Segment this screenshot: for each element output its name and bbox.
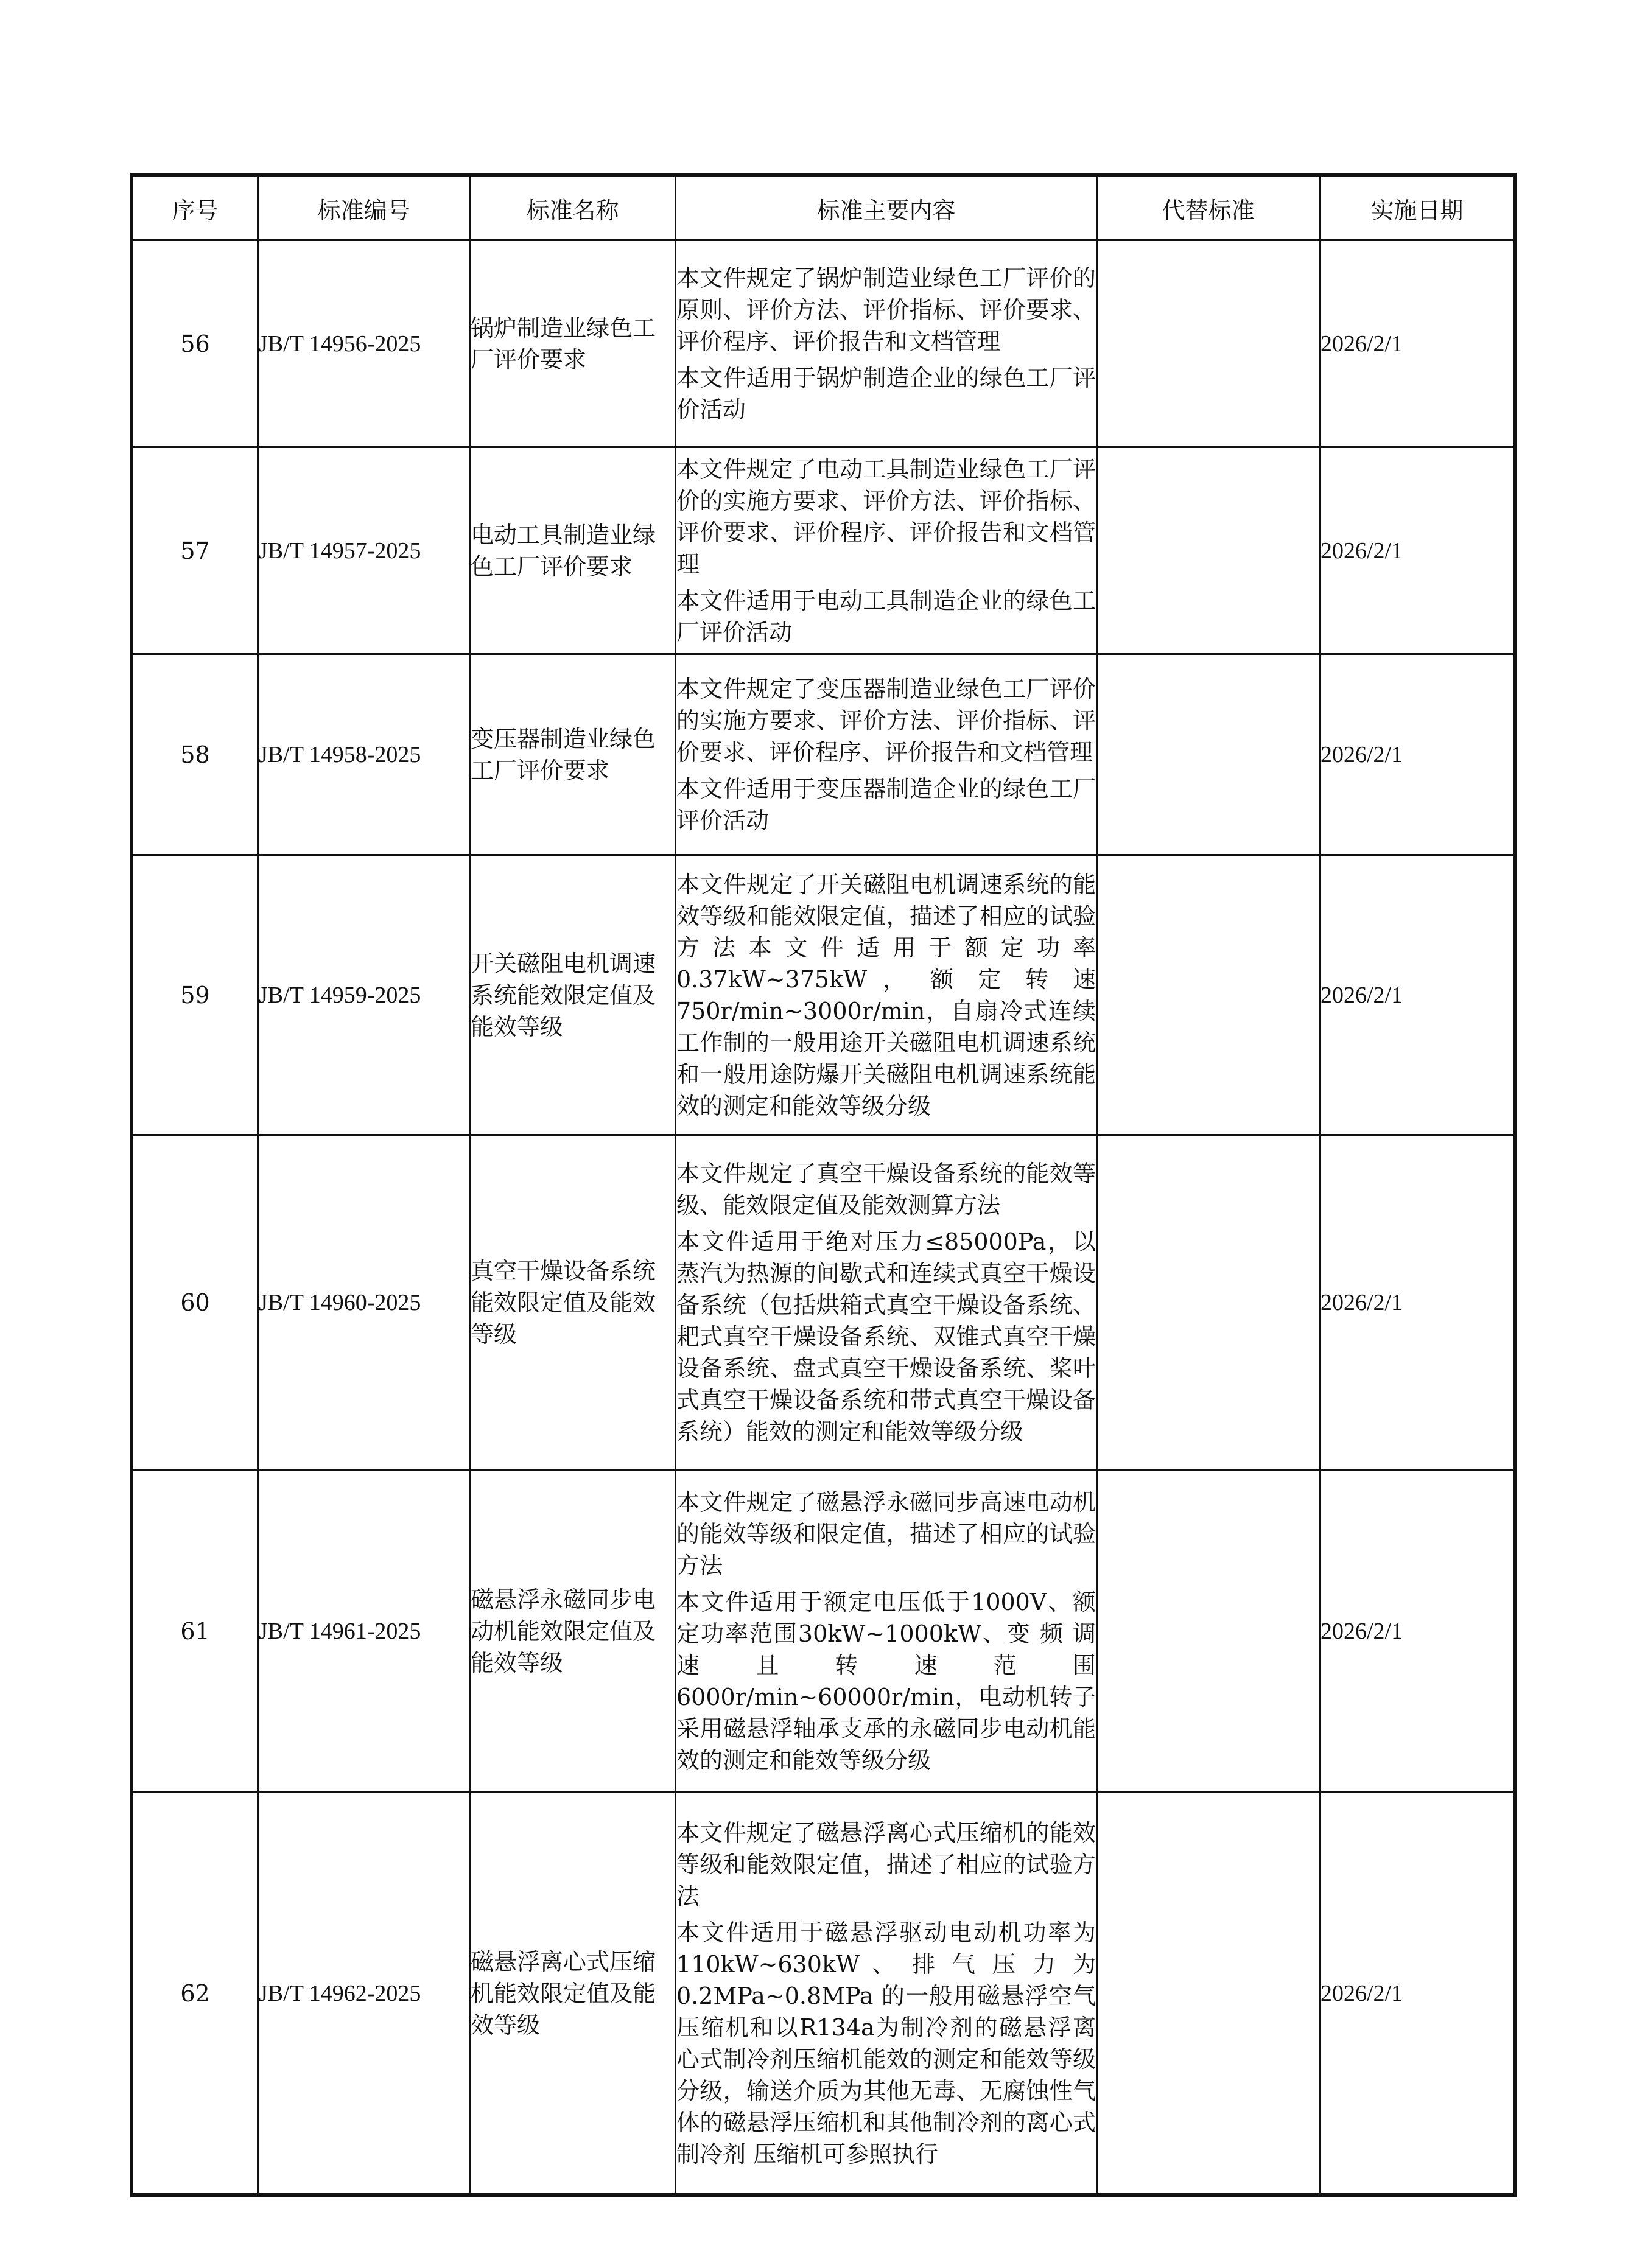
row-name: 锅炉制造业绿色工厂评价要求 — [470, 240, 676, 447]
header-code: 标准编号 — [258, 177, 470, 240]
row-code: JB/T 14957-2025 — [258, 447, 470, 654]
content-para: 本文件规定了磁悬浮永磁同步高速电动机的能效等级和限定值，描述了相应的试验方法 — [676, 1488, 1096, 1579]
row-code: JB/T 14962-2025 — [258, 1793, 470, 2194]
table-row — [133, 1135, 1515, 1470]
row-replace — [1097, 1135, 1320, 1470]
table-row — [133, 654, 1515, 855]
row-seq: 58 — [133, 654, 258, 855]
row-name: 磁悬浮离心式压缩机能效限定值及能效等级 — [470, 1793, 676, 2194]
row-date: 2026/2/1 — [1320, 1135, 1515, 1470]
content-para: 本文件规定了开关磁阻电机调速系统的能效等级和能效限定值，描述了相应的试验方法本文件适用于额定功率0.37kW~375kW ， 额 定 转 速750r/min~3000r/min，自扇冷式连续工作制的一般用途开关磁阻电机调速系统和一般用途防爆开关磁阻电机调速系统能效的测定和能效等级分级 — [676, 870, 1096, 1119]
content-para: 本文件规定了变压器制造业绿色工厂评价的实施方要求、评价方法、评价指标、评价要求、评价程序、评价报告和文档管理 — [676, 675, 1096, 766]
row-seq: 57 — [133, 447, 258, 654]
content-para: 本文件规定了锅炉制造业绿色工厂评价的原则、评价方法、评价指标、评价要求、评价程序、评价报告和文档管理 — [676, 264, 1096, 355]
row-content — [676, 240, 1097, 447]
row-code: JB/T 14959-2025 — [258, 855, 470, 1135]
content-para: 本文件规定了真空干燥设备系统的能效等级、能效限定值及能效测算方法 — [676, 1160, 1096, 1219]
row-replace — [1097, 654, 1320, 855]
content-para: 本文件适用于锅炉制造企业的绿色工厂评价活动 — [676, 364, 1096, 423]
row-code: JB/T 14961-2025 — [258, 1470, 470, 1793]
row-content — [676, 654, 1097, 855]
standards-table — [132, 175, 1515, 2195]
row-seq: 59 — [133, 855, 258, 1135]
row-code: JB/T 14960-2025 — [258, 1135, 470, 1470]
row-content — [676, 855, 1097, 1135]
row-content — [676, 447, 1097, 654]
row-name: 电动工具制造业绿色工厂评价要求 — [470, 447, 676, 654]
row-replace — [1097, 855, 1320, 1135]
row-replace — [1097, 447, 1320, 654]
row-seq: 60 — [133, 1135, 258, 1470]
row-seq: 61 — [133, 1470, 258, 1793]
row-date: 2026/2/1 — [1320, 654, 1515, 855]
table-row — [133, 855, 1515, 1135]
row-date: 2026/2/1 — [1320, 240, 1515, 447]
row-seq: 56 — [133, 240, 258, 447]
content-para: 本文件规定了磁悬浮离心式压缩机的能效等级和能效限定值，描述了相应的试验方法 — [676, 1819, 1096, 1909]
table-row — [133, 240, 1515, 447]
content-para: 本文件规定了电动工具制造业绿色工厂评价的实施方要求、评价方法、评价指标、评价要求、评价程序、评价报告和文档管理 — [676, 455, 1096, 578]
header-row — [133, 177, 1515, 240]
row-content — [676, 1470, 1097, 1793]
row-code: JB/T 14958-2025 — [258, 654, 470, 855]
row-name: 开关磁阻电机调速系统能效限定值及能效等级 — [470, 855, 676, 1135]
row-name: 磁悬浮永磁同步电动机能效限定值及能效等级 — [470, 1470, 676, 1793]
header-seq: 序号 — [133, 177, 258, 240]
row-content — [676, 1793, 1097, 2194]
content-para: 本文件适用于额定电压低于1000V、额定功率范围30kW~1000kW、变 频 调 速 且 转 速 范 围 6000r/min~60000r/min，电动机转子采用磁悬浮轴承支承的永磁同步电动机能效的测定和能效等级分级 — [676, 1588, 1096, 1774]
row-date: 2026/2/1 — [1320, 1470, 1515, 1793]
table-row — [133, 1470, 1515, 1793]
row-date: 2026/2/1 — [1320, 447, 1515, 654]
header-content: 标准主要内容 — [676, 177, 1097, 240]
row-replace — [1097, 240, 1320, 447]
table-row — [133, 1793, 1515, 2194]
row-date: 2026/2/1 — [1320, 855, 1515, 1135]
table-row — [133, 447, 1515, 654]
header-replace: 代替标准 — [1097, 177, 1320, 240]
row-name: 变压器制造业绿色工厂评价要求 — [470, 654, 676, 855]
row-date: 2026/2/1 — [1320, 1793, 1515, 2194]
row-replace — [1097, 1793, 1320, 2194]
row-name: 真空干燥设备系统能效限定值及能效等级 — [470, 1135, 676, 1470]
header-name: 标准名称 — [470, 177, 676, 240]
row-code: JB/T 14956-2025 — [258, 240, 470, 447]
row-seq: 62 — [133, 1793, 258, 2194]
header-date: 实施日期 — [1320, 177, 1515, 240]
content-para: 本文件适用于磁悬浮驱动电动机功率为 110kW~630kW 、 排 气 压 力 为0.2MPa~0.8MPa 的一般用磁悬浮空气压缩机和以R134a为制冷剂的磁悬浮离心式制冷剂压缩机能效的测定和能效等级分级，输送介质为其他无毒、无腐蚀性气体的磁悬浮压缩机和其他制冷剂的离心式制冷剂 压缩机可参照执行 — [676, 1919, 1096, 2168]
row-content — [676, 1135, 1097, 1470]
content-para: 本文件适用于绝对压力≤85000Pa，以蒸汽为热源的间歇式和连续式真空干燥设备系统（包括烘箱式真空干燥设备系统、耙式真空干燥设备系统、双锥式真空干燥设备系统、盘式真空干燥设备系统、桨叶式真空干燥设备系统和带式真空干燥设备系统）能效的测定和能效等级分级 — [676, 1228, 1096, 1445]
content-para: 本文件适用于电动工具制造企业的绿色工厂评价活动 — [676, 587, 1096, 646]
content-para: 本文件适用于变压器制造企业的绿色工厂评价活动 — [676, 775, 1096, 834]
row-replace — [1097, 1470, 1320, 1793]
